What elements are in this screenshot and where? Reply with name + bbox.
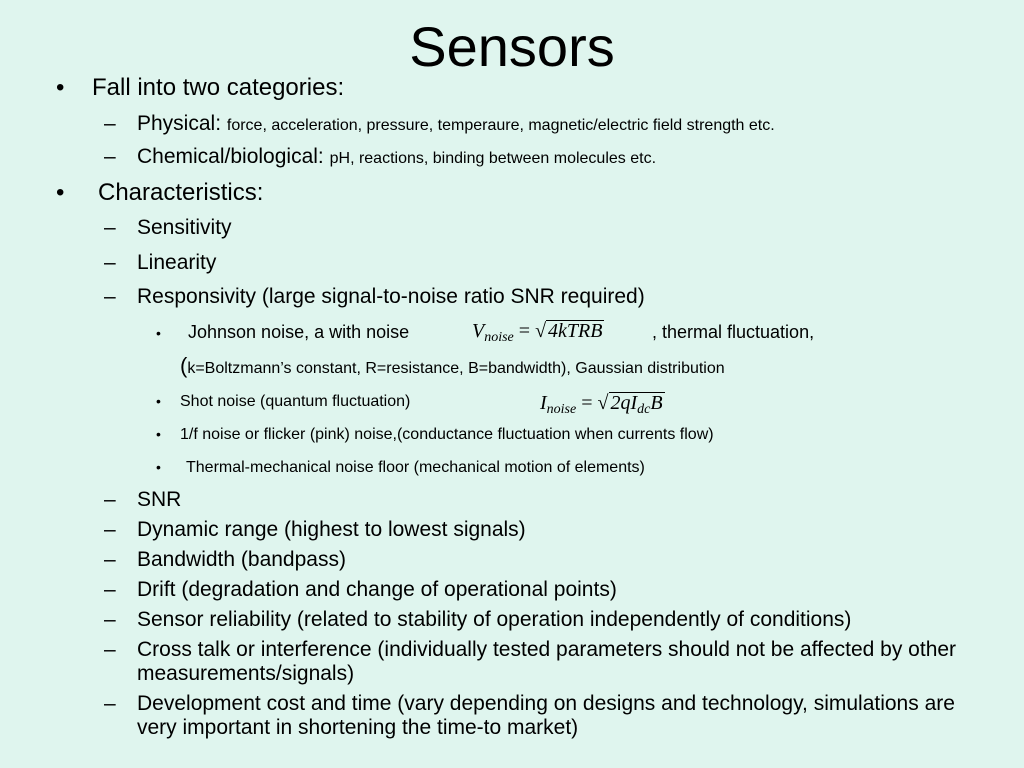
dash: – bbox=[104, 608, 116, 631]
item-text: Bandwidth (bandpass) bbox=[137, 548, 346, 571]
item-text: Dynamic range (highest to lowest signals) bbox=[137, 518, 526, 541]
bullet-dot: • bbox=[156, 325, 161, 341]
dash: – bbox=[104, 488, 116, 511]
item-text: Cross talk or interference (individually tested parameters should not be affected by other measurements/signals) bbox=[137, 638, 957, 685]
bullet-characteristics bbox=[56, 179, 264, 207]
dash: – bbox=[104, 112, 116, 135]
johnson-noise-equation: $V_{noise}$ = √ 4kTRB bbox=[472, 320, 603, 345]
dash: – bbox=[104, 578, 116, 601]
item-text: Development cost and time (vary depending on designs and technology, simulations are very important in shortening the time-to market) bbox=[137, 692, 955, 739]
noise-text: Johnson noise, a with noise bbox=[188, 322, 410, 342]
dash: – bbox=[104, 518, 116, 541]
bullet-dot: • bbox=[56, 74, 65, 101]
sub-bullet bbox=[104, 578, 617, 602]
slide-title: Sensors bbox=[409, 15, 615, 78]
bullet-dot: • bbox=[56, 179, 65, 206]
item-label: Physical: bbox=[137, 112, 222, 135]
sub-bullet-chemical bbox=[104, 145, 657, 169]
item-text: Drift (degradation and change of operational points) bbox=[137, 578, 617, 601]
item-text: Sensor reliability (related to stability of operation independently of conditions) bbox=[137, 608, 852, 631]
dash: – bbox=[104, 692, 116, 715]
item-text: Linearity bbox=[137, 251, 217, 274]
noise-bullet-shot bbox=[156, 393, 411, 411]
bullet-dot: • bbox=[156, 393, 161, 409]
shot-noise-equation: $I_{noise}$ = √ $2qI_{dc}B$ bbox=[540, 392, 665, 420]
item-label: Chemical/biological: bbox=[137, 145, 324, 168]
noise-bullet-johnson-line2: (k=Boltzmann’s constant, R=resistance, B=bandwidth), Gaussian distribution bbox=[180, 353, 725, 378]
item-detail: pH, reactions, binding between molecules etc. bbox=[329, 150, 657, 167]
dash: – bbox=[104, 548, 116, 571]
bullet-dot: • bbox=[156, 426, 161, 442]
dash: – bbox=[104, 638, 116, 661]
dash: – bbox=[104, 145, 116, 168]
dash: – bbox=[104, 216, 116, 239]
sub-bullet bbox=[104, 216, 232, 240]
dash: – bbox=[104, 251, 116, 274]
sub-bullet bbox=[104, 548, 346, 572]
sub-bullet bbox=[104, 608, 852, 632]
sub-bullet bbox=[104, 285, 645, 309]
bullet-text: Fall into two categories: bbox=[92, 74, 345, 101]
noise-bullet-thermal-mechanical bbox=[156, 459, 645, 477]
item-detail: force, acceleration, pressure, temperaure, magnetic/electric field strength etc. bbox=[226, 117, 775, 134]
bullet-categories bbox=[56, 74, 345, 102]
sub-bullet bbox=[104, 638, 957, 685]
sub-bullet bbox=[104, 251, 217, 275]
sub-bullet bbox=[104, 692, 955, 739]
dash: – bbox=[104, 285, 116, 308]
noise-text: Shot noise (quantum fluctuation) bbox=[180, 393, 411, 410]
bullet-dot: • bbox=[156, 459, 161, 475]
noise-text: Thermal-mechanical noise floor (mechanical motion of elements) bbox=[186, 459, 645, 476]
noise-text: 1/f noise or flicker (pink) noise,(conductance fluctuation when currents flow) bbox=[180, 426, 714, 443]
sub-bullet bbox=[104, 518, 526, 542]
sub-bullet-physical bbox=[104, 112, 775, 136]
item-text: SNR bbox=[137, 488, 182, 511]
noise-text-after: , thermal fluctuation, bbox=[652, 322, 815, 342]
bullet-text: Characteristics: bbox=[98, 179, 264, 206]
item-text: Responsivity (large signal-to-noise ratio SNR required) bbox=[137, 285, 645, 308]
sub-bullet bbox=[104, 488, 182, 512]
item-text: Sensitivity bbox=[137, 216, 232, 239]
noise-bullet-flicker bbox=[156, 426, 714, 444]
